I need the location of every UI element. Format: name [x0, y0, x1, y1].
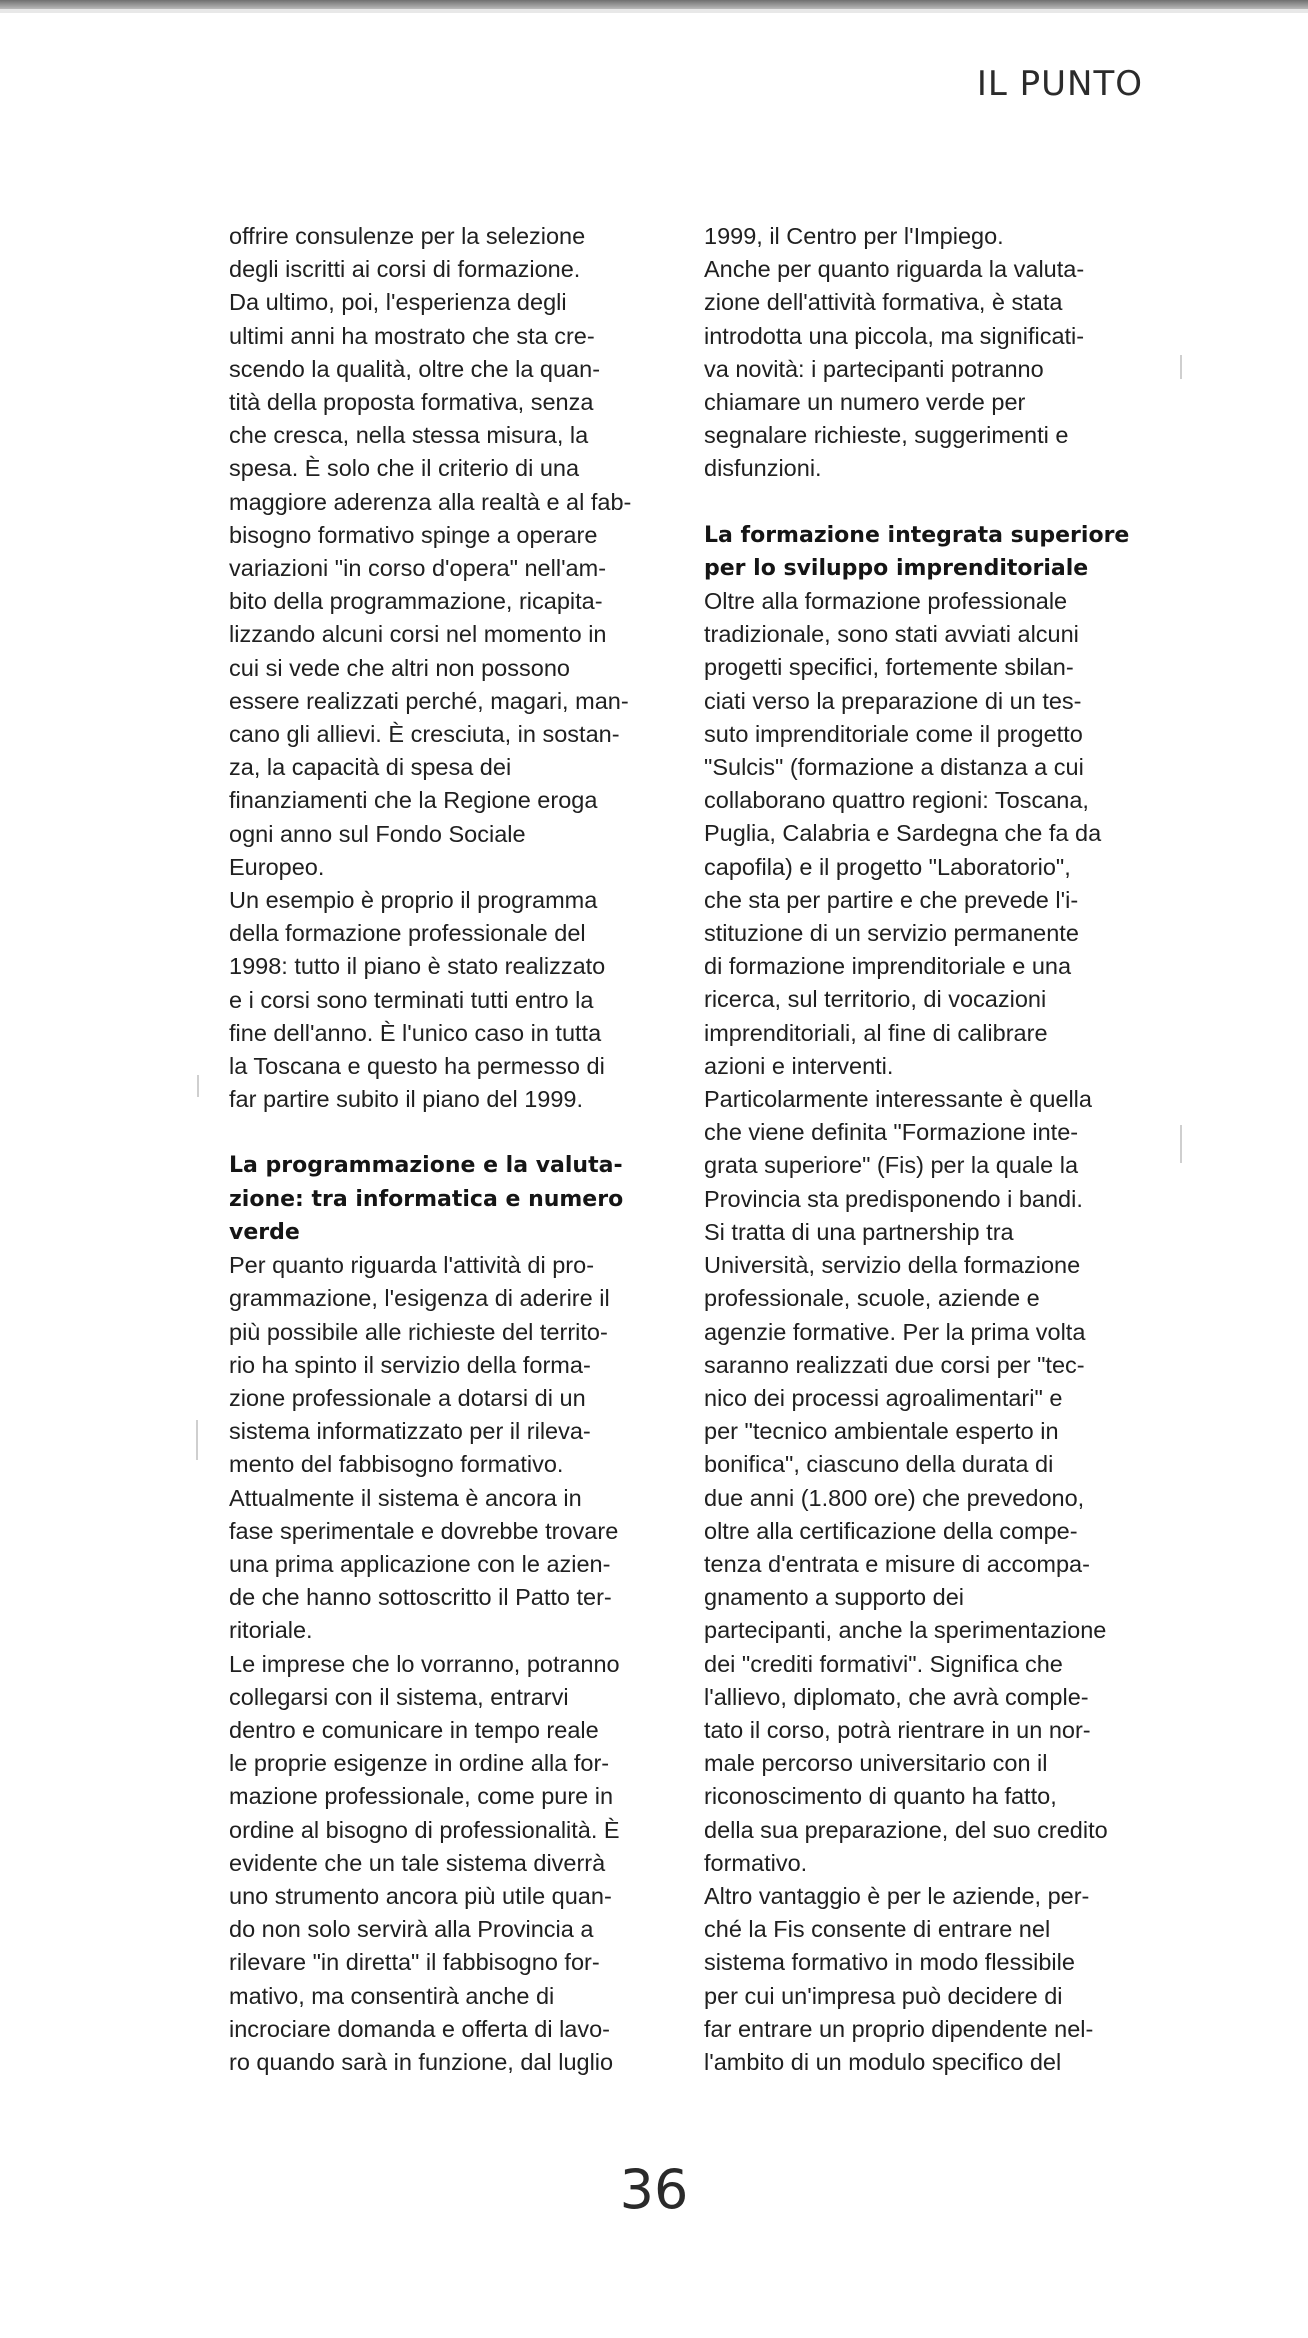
left-paragraph-4: Le imprese che lo vorranno, potranno collegarsi con il sistema, entrarvi dentro e comunicare in tempo reale le proprie esigenze in ordine alla for- mazione professionale, come pure in ordine al bisogno di professionalità. È evidente che un tale sistema diverrà uno strumento ancora più utile quan- do non solo servirà alla Provincia a rilevare "in diretta" il fabbisogno for- mativo, ma consentirà anche di incrociare domanda e offerta di lavo- ro quando sarà in funzione, dal luglio	[229, 1650, 620, 2075]
left-paragraph-2: Un esempio è proprio il programma della formazione professionale del 1998: tutto il piano è stato realizzato e i corsi sono terminati tutti entro la fine dell'anno. È l'unico caso in tutta la Toscana e questo ha permesso di far partire subito il piano del 1999.	[229, 887, 606, 1113]
left-paragraph-1: offrire consulenze per la selezione degli iscritti ai corsi di formazione. Da ultimo, poi, l'esperienza degli ultimi anni ha mostrato che sta cre- scendo la qualità, oltre che la quan- tità della proposta formativa, senza che cresca, nella stessa misura, la spesa. È solo che il criterio di una maggiore aderenza alla realtà e al fab- bisogno formativo spinge a operare variazioni "in corso d'opera" nell'am- bito della programmazione, ricapita- lizzando alcuni corsi nel momento in cui si vede che altri non possono essere realizzati perché, magari, man- cano gli allievi. È cresciuta, in sostan- za, la capacità di spesa dei finanziamenti che la Regione eroga ogni anno sul Fondo Sociale Europeo.	[229, 223, 632, 880]
top-border	[0, 0, 1308, 9]
right-paragraph-3: Particolarmente interessante è quella che viene definita "Formazione inte- grata superiore" (Fis) per la quale la Provincia sta predisponendo i bandi. Si tratta di una partnership tra Università, servizio della formazione professionale, scuole, aziende e agenzie formative. Per la prima volta saranno realizzati due corsi per "tec- nico dei processi agroalimentari" e per "tecnico ambientale esperto in bonifica", ciascuno della durata di due anni (1.800 ore) che prevedono, oltre alla certificazione della compe- tenza d'entrata e misure di accompa- gnamento a supporto dei partecipanti, anche la sperimentazione dei "crediti formativi". Significa che l'allievo, diplomato, che avrà comple- tato il corso, potrà rientrare in un nor- male percorso universitario con il riconoscimento di quanto ha fatto, della sua preparazione, del suo credito formativo.	[704, 1086, 1108, 1876]
scan-mark	[1180, 355, 1182, 379]
paragraph-gap	[229, 1116, 659, 1149]
paragraph-gap	[704, 486, 1134, 519]
scan-mark	[196, 1420, 198, 1460]
section-title: IL PUNTO	[976, 64, 1143, 104]
page-number: 36	[619, 2158, 689, 2221]
left-column	[229, 220, 659, 2079]
right-section-heading: La formazione integrata superiore per lo sviluppo imprenditoriale	[704, 522, 1130, 581]
right-paragraph-4: Altro vantaggio è per le aziende, per- ché la Fis consente di entrare nel sistema formativo in modo flessibile per cui un'impresa può decidere di far entrare un proprio dipendente nel- l'ambito di un modulo specifico del	[704, 1882, 1094, 2075]
scan-mark	[1180, 1125, 1182, 1163]
left-paragraph-3: Per quanto riguarda l'attività di pro- grammazione, l'esigenza di aderire il più possibile alle richieste del territo- rio ha spinto il servizio della forma- zione professionale a dotarsi di un sistema informatizzato per il rileva- mento del fabbisogno formativo. Attualmente il sistema è ancora in fase sperimentale e dovrebbe trovare una prima applicazione con le azien- de che hanno sottoscritto il Patto ter- ritoriale.	[229, 1252, 619, 1644]
right-paragraph-2: Oltre alla formazione professionale tradizionale, sono stati avviati alcuni progetti specifici, fortemente sbilan- ciati verso la preparazione di un tes- suto imprenditoriale come il progetto "Sulcis" (formazione a distanza a cui collaborano quattro regioni: Toscana, Puglia, Calabria e Sardegna che fa da capofila) e il progetto "Laboratorio", che sta per partire e che prevede l'i- stituzione di un servizio permanente di formazione imprenditoriale e una ricerca, sul territorio, di vocazioni imprenditoriali, al fine di calibrare azioni e interventi.	[704, 588, 1102, 1079]
left-section-heading: La programmazione e la valuta- zione: tra informatica e numero verde	[229, 1153, 624, 1245]
top-border-shadow	[0, 9, 1308, 13]
scan-mark	[197, 1075, 199, 1097]
right-column	[704, 220, 1134, 2079]
right-paragraph-1: 1999, il Centro per l'Impiego. Anche per quanto riguarda la valuta- zione dell'attività formativa, è stata introdotta una piccola, ma significati- va novità: i partecipanti potranno chiamare un numero verde per segnalare richieste, suggerimenti e disfunzioni.	[704, 223, 1085, 482]
